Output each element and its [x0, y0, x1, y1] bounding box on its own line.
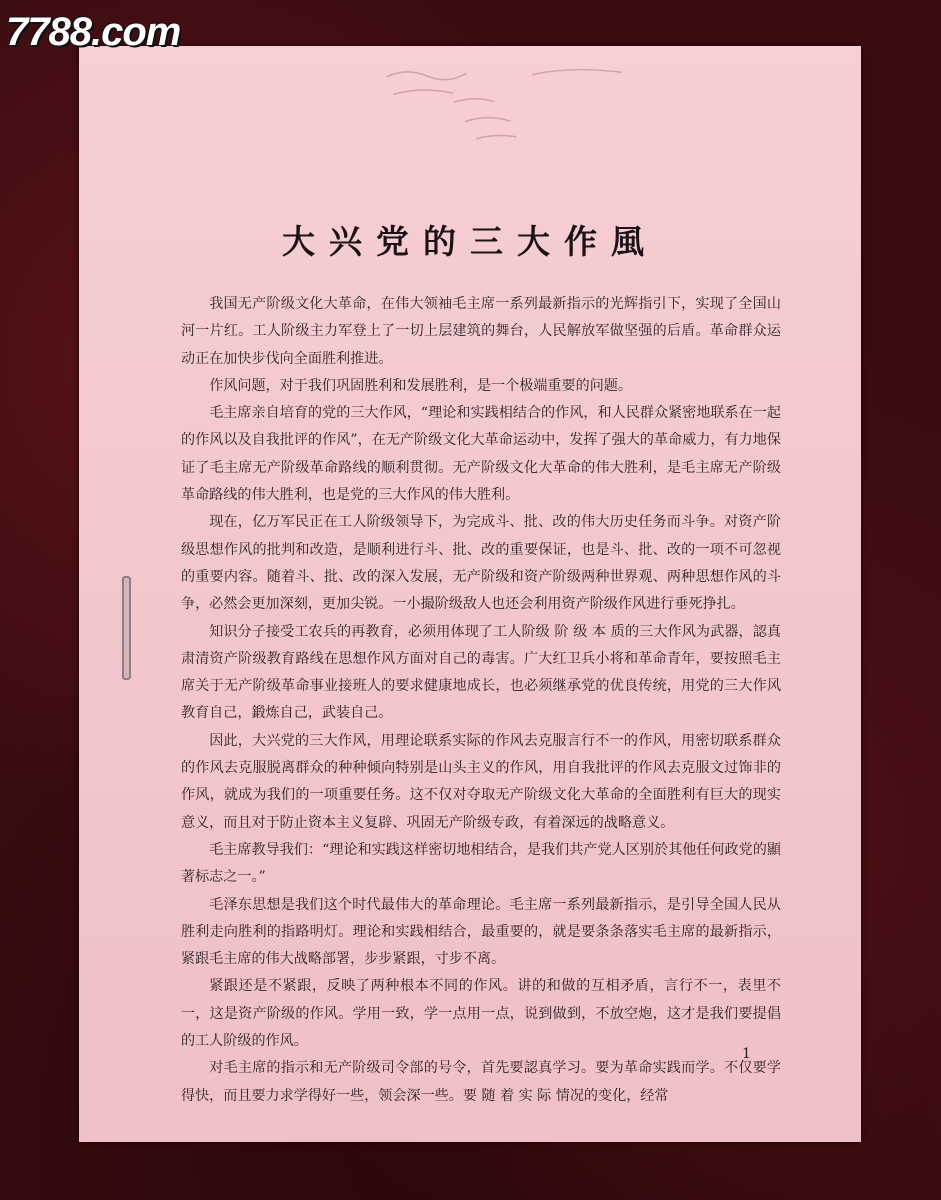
paragraph: 对毛主席的指示和无产阶级司令部的号令，首先要認真学习。要为革命实践而学。不仅要学得快，而且要力求学得好一些，领会深一些。要 随 着 实 际 情况的变化，经常: [181, 1060, 781, 1104]
page-number: 1: [742, 1046, 751, 1062]
paragraph: 我国无产阶级文化大革命，在伟大领袖毛主席一系列最新指示的光辉指引下，实现了全国山河一片红。工人阶级主力军登上了一切上层建筑的舞台，人民解放军做坚强的后盾。革命群众运动正在加快步伐向全面胜利推进。: [181, 296, 781, 367]
handwritten-annotation: [381, 49, 647, 160]
paragraph: 紧跟还是不紧跟，反映了两种根本不同的作风。讲的和做的互相矛盾，言行不一，表里不一，这是资产阶级的作风。学用一致，学一点用一点，说到做到，不放空炮，这才是我们要提倡的工人阶级的作风。: [181, 978, 781, 1050]
paragraph: 知识分子接受工农兵的再教育，必须用体现了工人阶级 阶 级 本 质的三大作风为武器，認真肃清资产阶级教育路线在思想作风方面对自己的毒害。广大红卫兵小将和革命青年，要按照毛主席关于无产阶级革命事业接班人的要求健康地成长，也必须继承党的优良传统，用党的三大作风教育自己，鍛炼自己，武装自己。: [181, 623, 781, 722]
paragraph: 因此，大兴党的三大作风，用理论联系实际的作风去克服言行不一的作风，用密切联系群众的作风去克服脱离群众的种种倾向特别是山头主义的作风，用自我批评的作风去克服文过饰非的作风，就成为我们的一项重要任务。这不仅对夺取无产阶级文化大革命的全面胜利有巨大的现实意义，而且对于防止资本主义复辟、巩固无产阶级专政，有着深远的战略意义。: [181, 732, 781, 831]
document-page: [79, 46, 861, 1142]
document-title: 大兴党的三大作風: [282, 222, 658, 261]
handwriting-scribble-icon: [381, 49, 647, 157]
paragraph: 作风问题，对于我们巩固胜利和发展胜利，是一个极端重要的问题。: [209, 377, 632, 394]
document-body: [181, 291, 781, 1110]
site-watermark: 7788.com: [6, 10, 181, 54]
paragraph: 毛主席教导我们：“理论和实践这样密切地相结合，是我们共产党人区别於其他任何政党的顯著标志之一。”: [181, 841, 781, 886]
staple-mark: [122, 576, 131, 680]
paragraph: 现在，亿万军民正在工人阶级领导下，为完成斗、批、改的伟大历史任务而斗争。对资产阶级思想作风的批判和改造，是顺利进行斗、批、改的重要保证，也是斗、批、改的一项不可忽视的重要内容。随着斗、批、改的深入发展，无产阶级和资产阶级两种世界观、两种思想作风的斗争，必然会更加深刻，更加尖锐。一小撮阶级敌人也还会利用资产阶级作风进行垂死挣扎。: [181, 514, 781, 613]
paragraph: 毛泽东思想是我们这个时代最伟大的革命理论。毛主席一系列最新指示，是引导全国人民从胜利走向胜利的指路明灯。理论和实践相结合，最重要的，就是要条条落实毛主席的最新指示，紧跟毛主席的伟大战略部署，步步紧跟，寸步不离。: [181, 896, 781, 968]
paragraph: 毛主席亲自培育的党的三大作风，“理论和实践相结合的作风，和人民群众紧密地联系在一起的作风以及自我批评的作风”，在无产阶级文化大革命运动中，发挥了强大的革命威力，有力地保证了毛主席无产阶级革命路线的顺利贯彻。无产阶级文化大革命的伟大胜利，是毛主席无产阶级革命路线的伟大胜利，也是党的三大作风的伟大胜利。: [181, 405, 781, 504]
